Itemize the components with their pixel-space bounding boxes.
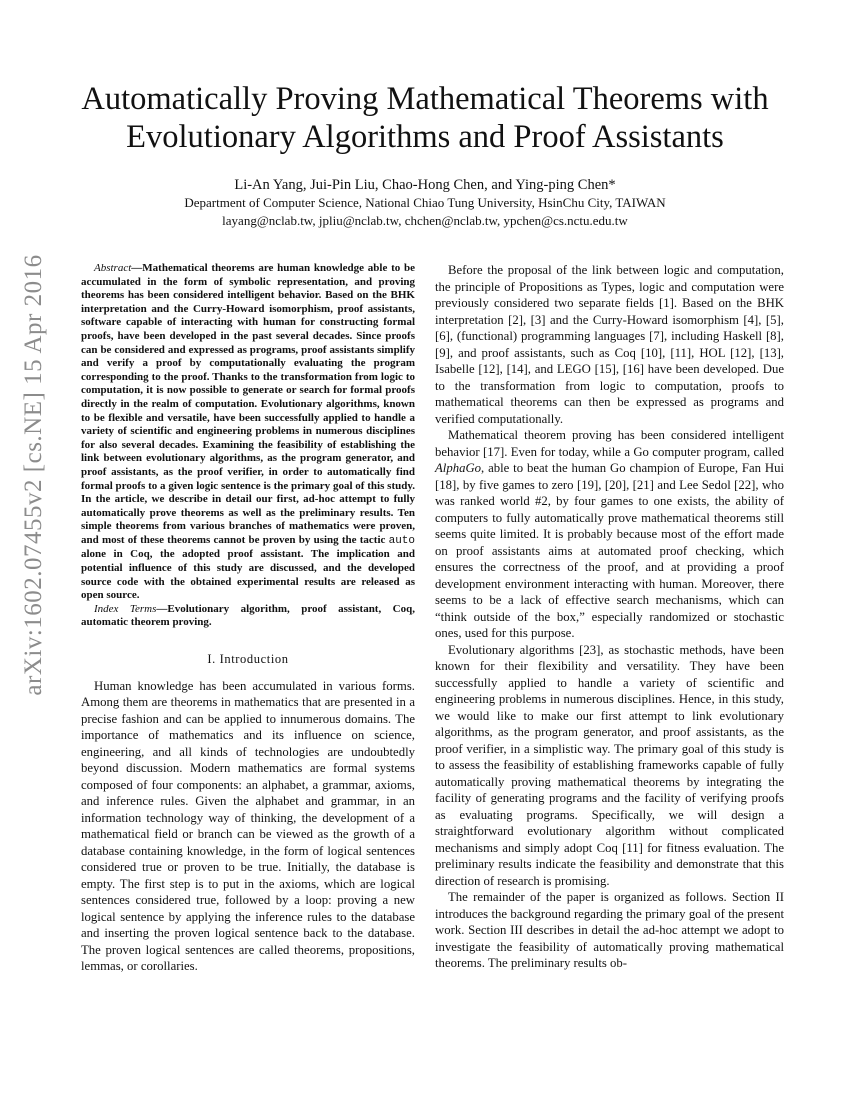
index-terms-label: Index Terms [94, 602, 157, 615]
abstract-text-part2: alone in Coq, the adopted proof assistant. The implication and potential influence of this study are discussed, and the developed source code with the obtained experimental results are released as open source. [81, 548, 415, 602]
body-paragraph-2 [435, 427, 784, 642]
body-paragraph-3: Evolutionary algorithms [23], as stochastic methods, have been known for their flexibility and versatility. They have been successfully applied to handle a variety of scientific and engineering problems in numerous disciplines. Hence, in this study, we would like to make our first attempt to link evolutionary algorithms, as the program generator, and proof assistants, as the proof verifier, in a simplistic way. The primary goal of this study is to assess the feasibility of establishing frameworks capable of fully automatically proving mathematical theorems by integrating the facility of generating programs and the facility of verifying proofs as evaluating programs. Specifically, we will design a straightforward evolutionary algorithm without complicated mechanisms and simply adopt Coq [11] for fitness evaluation. The preliminary results indicate the feasibility and demonstrate that this direction of research is promising. [435, 642, 784, 888]
section-heading-introduction: I. Introduction [207, 652, 289, 667]
abstract [81, 262, 415, 603]
index-terms [81, 603, 415, 630]
affiliation: Department of Computer Science, National Chiao Tung University, HsinChu City, TAIWAN [184, 195, 666, 210]
body-paragraph-2-part-b: , able to beat the human Go champion of Europe, Fan Hui [18], by five games to zero [19], [20], [21] and Lee Sedol [22], who was ranked world #2, by four games to one exists, the ability of computers to fully automatically prove mathematical theorems still seems quite limited. It is probably because most of the effort made on proof assistants aims at automated proof checking, which ensures the correctness of the proof, and at providing a proof development environment interacting with human. Moreover, there seems to be a lack of effective search mechanisms, which can “think outside of the box,” especially randomized or stochastic ones, used for this purpose. [435, 461, 784, 640]
paper-title: Automatically Proving Mathematical Theorems with Evolutionary Algorithms and Proof Assistants [81, 81, 769, 155]
intro-paragraph: Human knowledge has been accumulated in various forms. Among them are theorems in mathematics that are presented in a precise fashion and can be applied to innumerous domains. The importance of mathematics and its influence on science, engineering, and all kinds of technologies are undoubtedly beyond discussion. Modern mathematics are formal systems composed of four components: an alphabet, a grammar, axioms, and inference rules. Given the alphabet and grammar, in an information technology way of thinking, the development of a mathematical field or branch can be viewed as the growth of a database containing knowledge, in the form of logical sentences considered true or proven to be true. Initially, the database is empty. The first step is to put in the axioms, which are logical sentences considered true, followed by a loop: proving a new logical sentence by applying the inference rules to the database and inserting the proven logical sentence back to the database. The proven logical sentences are called theorems, propositions, lemmas, or corollaries. [81, 678, 415, 974]
index-terms-text: —Evolutionary algorithm, proof assistant, Coq, automatic theorem proving. [81, 602, 415, 629]
abstract-text-part1: —Mathematical theorems are human knowledge able to be accumulated in the form of symbolic representation, and proving theorems has been considered intelligent behavior. Based on the BHK interpretation and the Curry-Howard isomorphism, proof assistants, software capable of interacting with human for constructing formal proofs, have been developed in the past several decades. Since proofs can be considered and expressed as programs, proof assistants simplify and verify a proof by computationally evaluating the program corresponding to the proof. Thanks to the transformation from logic to computation, it is now possible to generate or search for formal proofs directly in the realm of computation. Evolutionary algorithms, known to be flexible and versatile, have been successfully applied to handle a variety of scientific and engineering problems in numerous disciplines for also several decades. Examining the feasibility of establishing the link between evolutionary algorithms, as the program generator, and proof assistants, as the proof verifier, in order to automatically find formal proofs to a given logic sentence is the primary goal of this study. In the article, we describe in detail our first, ad-hoc attempt to fully automatically prove theorems as well as the preliminary results. Ten simple theorems from various branches of mathematics were proven, and most of these theorems cannot be proven by using the tactic [81, 262, 415, 546]
abstract-label: Abstract [94, 262, 132, 274]
right-column [435, 262, 784, 972]
body-paragraph-2-part-a: Mathematical theorem proving has been considered intelligent behavior [17]. Even for today, while a Go computer program, called [435, 428, 784, 459]
left-column [81, 262, 415, 975]
arxiv-identifier-text: arXiv:1602.07455v2 [cs.NE] 15 Apr 2016 [20, 254, 47, 696]
body-paragraph-1: Before the proposal of the link between logic and computation, the principle of Propositions as Types, logic and computation were previously considered two separate fields [1]. Based on the BHK interpretation [2], [3] and the Curry-Howard isomorphism [4], [5], [6], (functional) programming languages [7], including Haskell [8], [9], and proof assistants, such as Coq [10], [11], HOL [12], [13], Isabelle [12], [14], and LEGO [15], [16] have been developed. Due to the transformation from logic to computation, proofs to mathematical theorems can then be expressed as programs and verified computationally. [435, 263, 784, 426]
body-paragraph-4: The remainder of the paper is organized as follows. Section II introduces the background regarding the primary goal of the present work. Section III describes in detail the ad-hoc attempt we adopt to investigate the feasibility of automatically proving mathematical theorems. The preliminary results ob- [435, 890, 784, 970]
author-list: Li-An Yang, Jui-Pin Liu, Chao-Hong Chen, and Ying-ping Chen* [234, 177, 616, 193]
abstract-code-auto: auto [388, 534, 416, 547]
arxiv-identifier-stamp [14, 254, 54, 696]
alphago-term: AlphaGo [435, 461, 482, 475]
author-emails: layang@nclab.tw, jpliu@nclab.tw, chchen@nclab.tw, ypchen@cs.nctu.edu.tw [222, 213, 628, 228]
